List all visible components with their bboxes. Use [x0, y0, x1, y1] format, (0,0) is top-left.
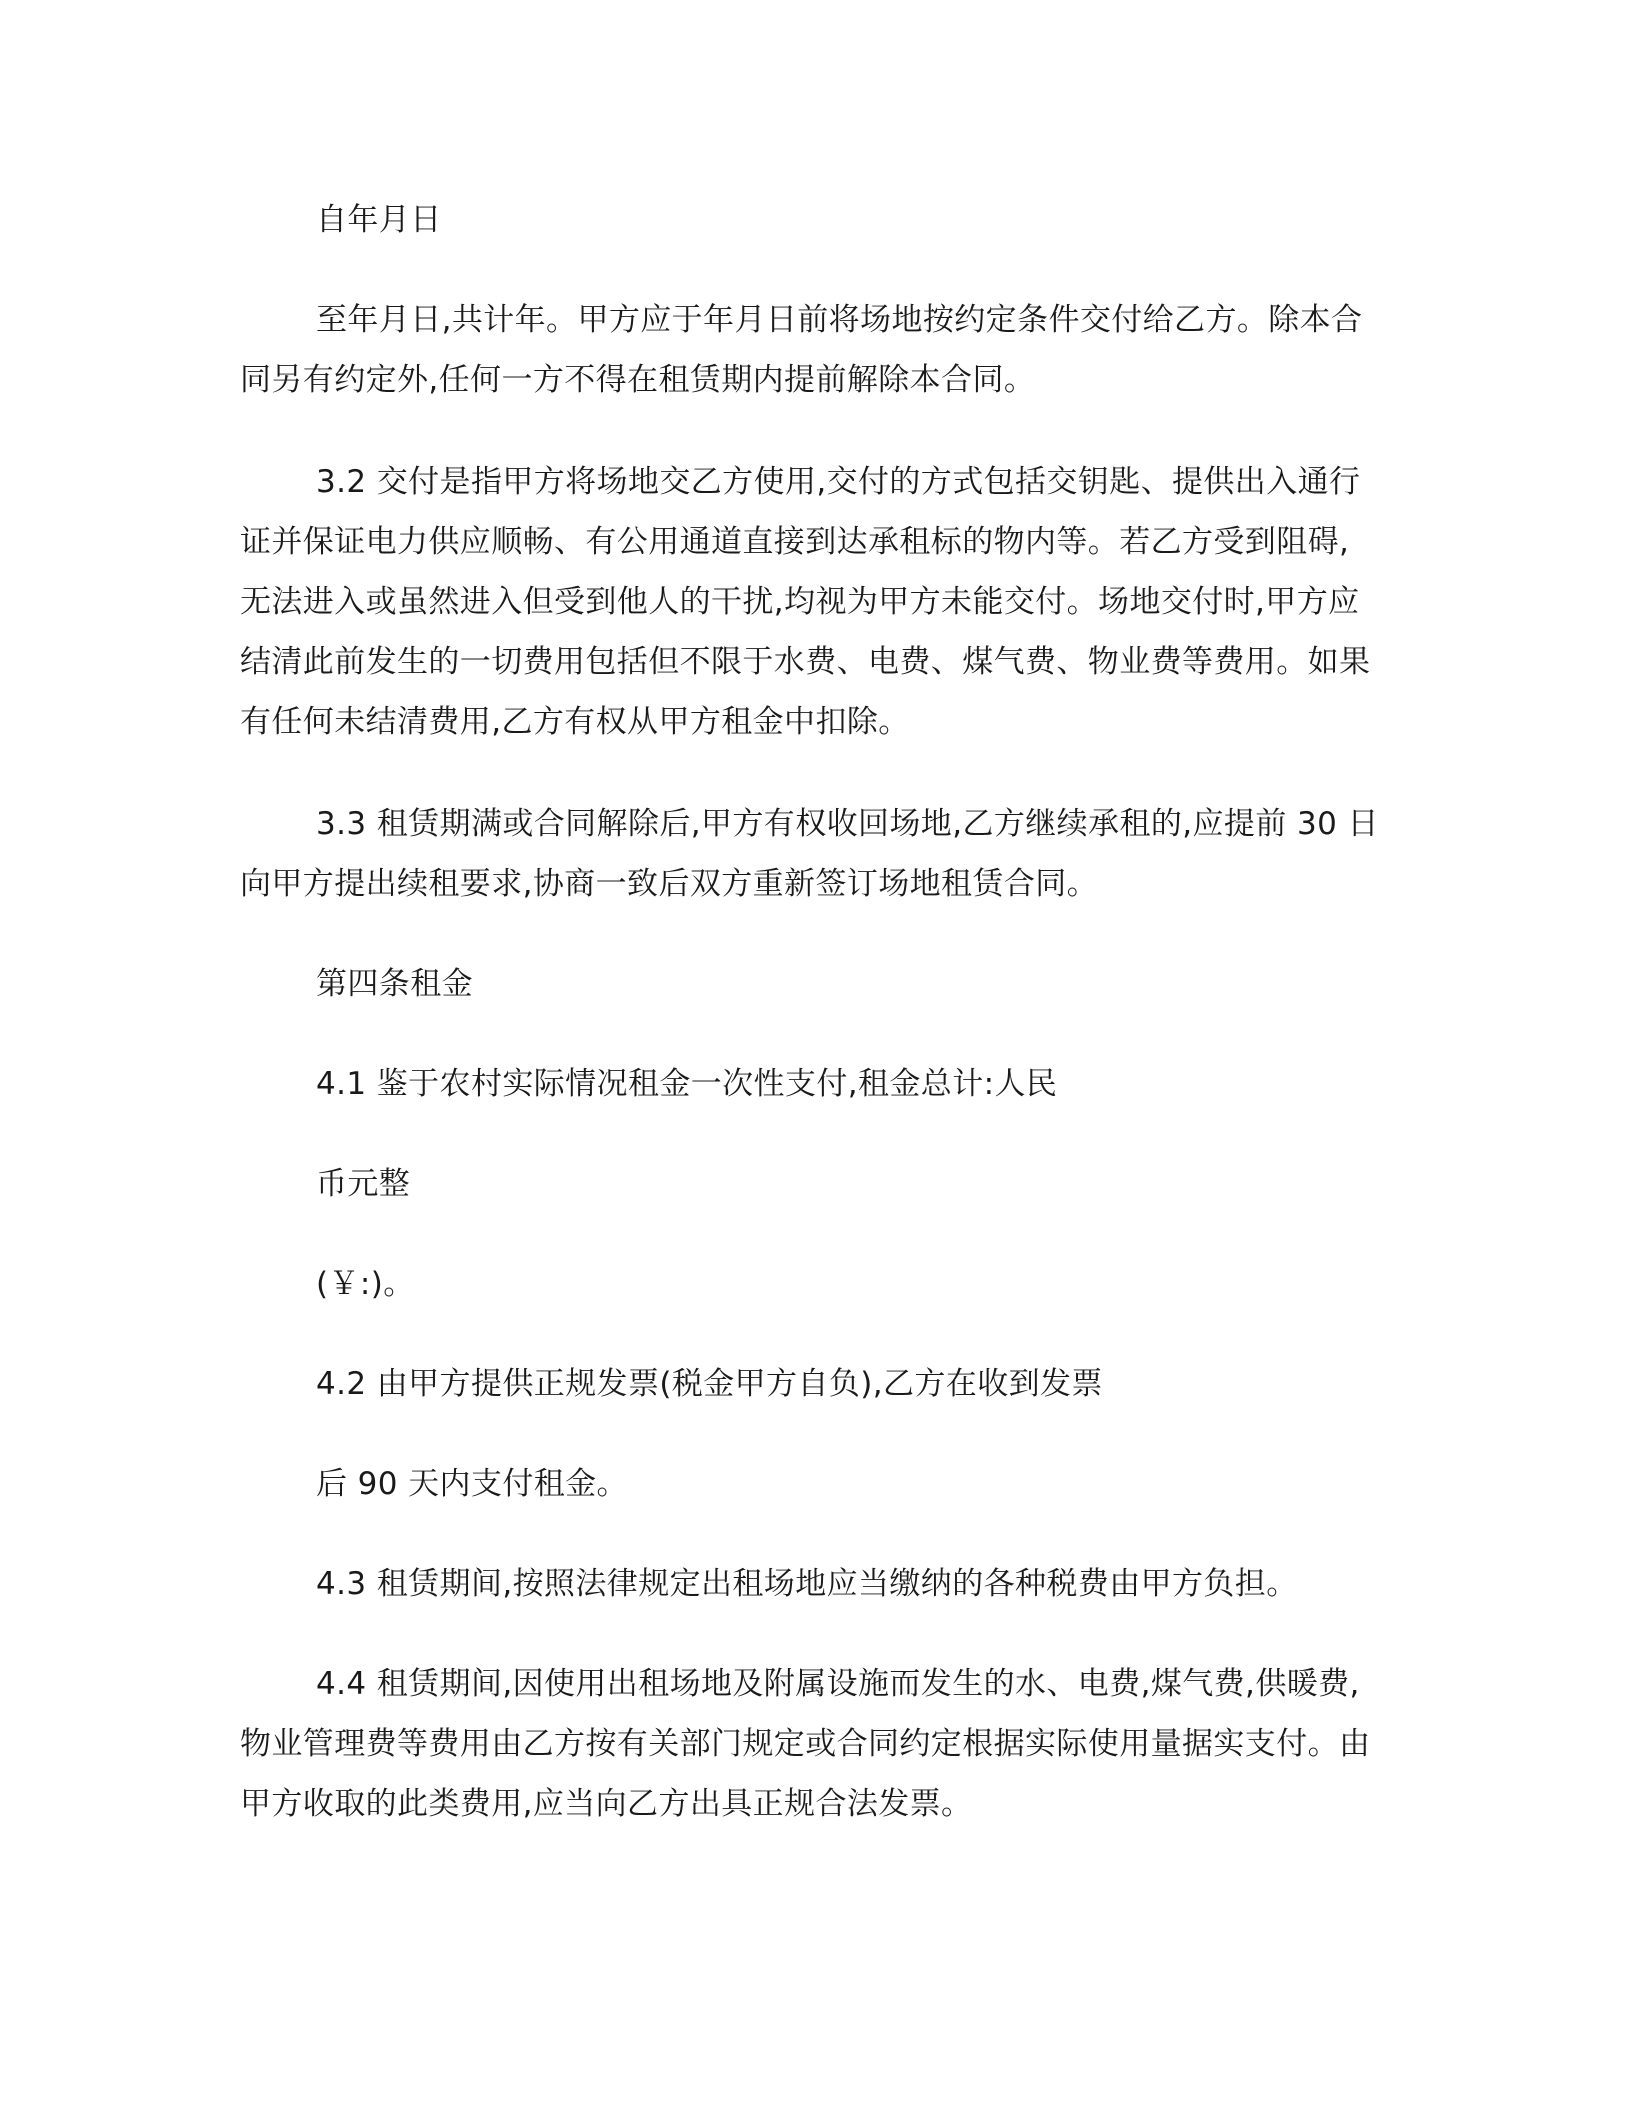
- paragraph-4-2-payment: 后 90 天内支付租金。: [316, 1466, 628, 1502]
- paragraph-4-4-utilities: 4.4 租赁期间,因使用出租场地及附属设施而发生的水、电费,煤气费,供暖费,物业管理费等费用由乙方按有关部门规定或合同约定根据实际使用量据实支付。由甲方收取的此类费用,应当向乙方出具正规合法发票。: [240, 1666, 1371, 1822]
- paragraph-4-1-currency: 币元整: [316, 1166, 411, 1202]
- section-heading-rent: 第四条租金: [316, 966, 473, 1002]
- paragraph-4-2-invoice: 4.2 由甲方提供正规发票(税金甲方自负),乙方在收到发票: [316, 1366, 1103, 1402]
- document-body: [240, 190, 1380, 1834]
- paragraph-lease-term: 至年月日,共计年。甲方应于年月日前将场地按约定条件交付给乙方。除本合同另有约定外,任何一方不得在租赁期内提前解除本合同。: [240, 302, 1363, 398]
- paragraph-3-2-delivery: 3.2 交付是指甲方将场地交乙方使用,交付的方式包括交钥匙、提供出入通行证并保证电力供应顺畅、有公用通道直接到达承租标的物内等。若乙方受到阻碍,无法进入或虽然进入但受到他人的干扰,均视为甲方未能交付。场地交付时,甲方应结清此前发生的一切费用包括但不限于水费、电费、煤气费、物业费等费用。如果有任何未结清费用,乙方有权从甲方租金中扣除。: [240, 464, 1371, 740]
- paragraph-4-1-rent-total: 4.1 鉴于农村实际情况租金一次性支付,租金总计:人民: [316, 1066, 1058, 1102]
- paragraph-start-date: 自年月日: [316, 202, 442, 238]
- paragraph-4-1-amount: (￥:)。: [316, 1266, 415, 1302]
- paragraph-3-3-renewal: 3.3 租赁期满或合同解除后,甲方有权收回场地,乙方继续承租的,应提前 30 日向甲方提出续租要求,协商一致后双方重新签订场地租赁合同。: [240, 806, 1379, 902]
- paragraph-4-3-taxes: 4.3 租赁期间,按照法律规定出租场地应当缴纳的各种税费由甲方负担。: [316, 1566, 1298, 1602]
